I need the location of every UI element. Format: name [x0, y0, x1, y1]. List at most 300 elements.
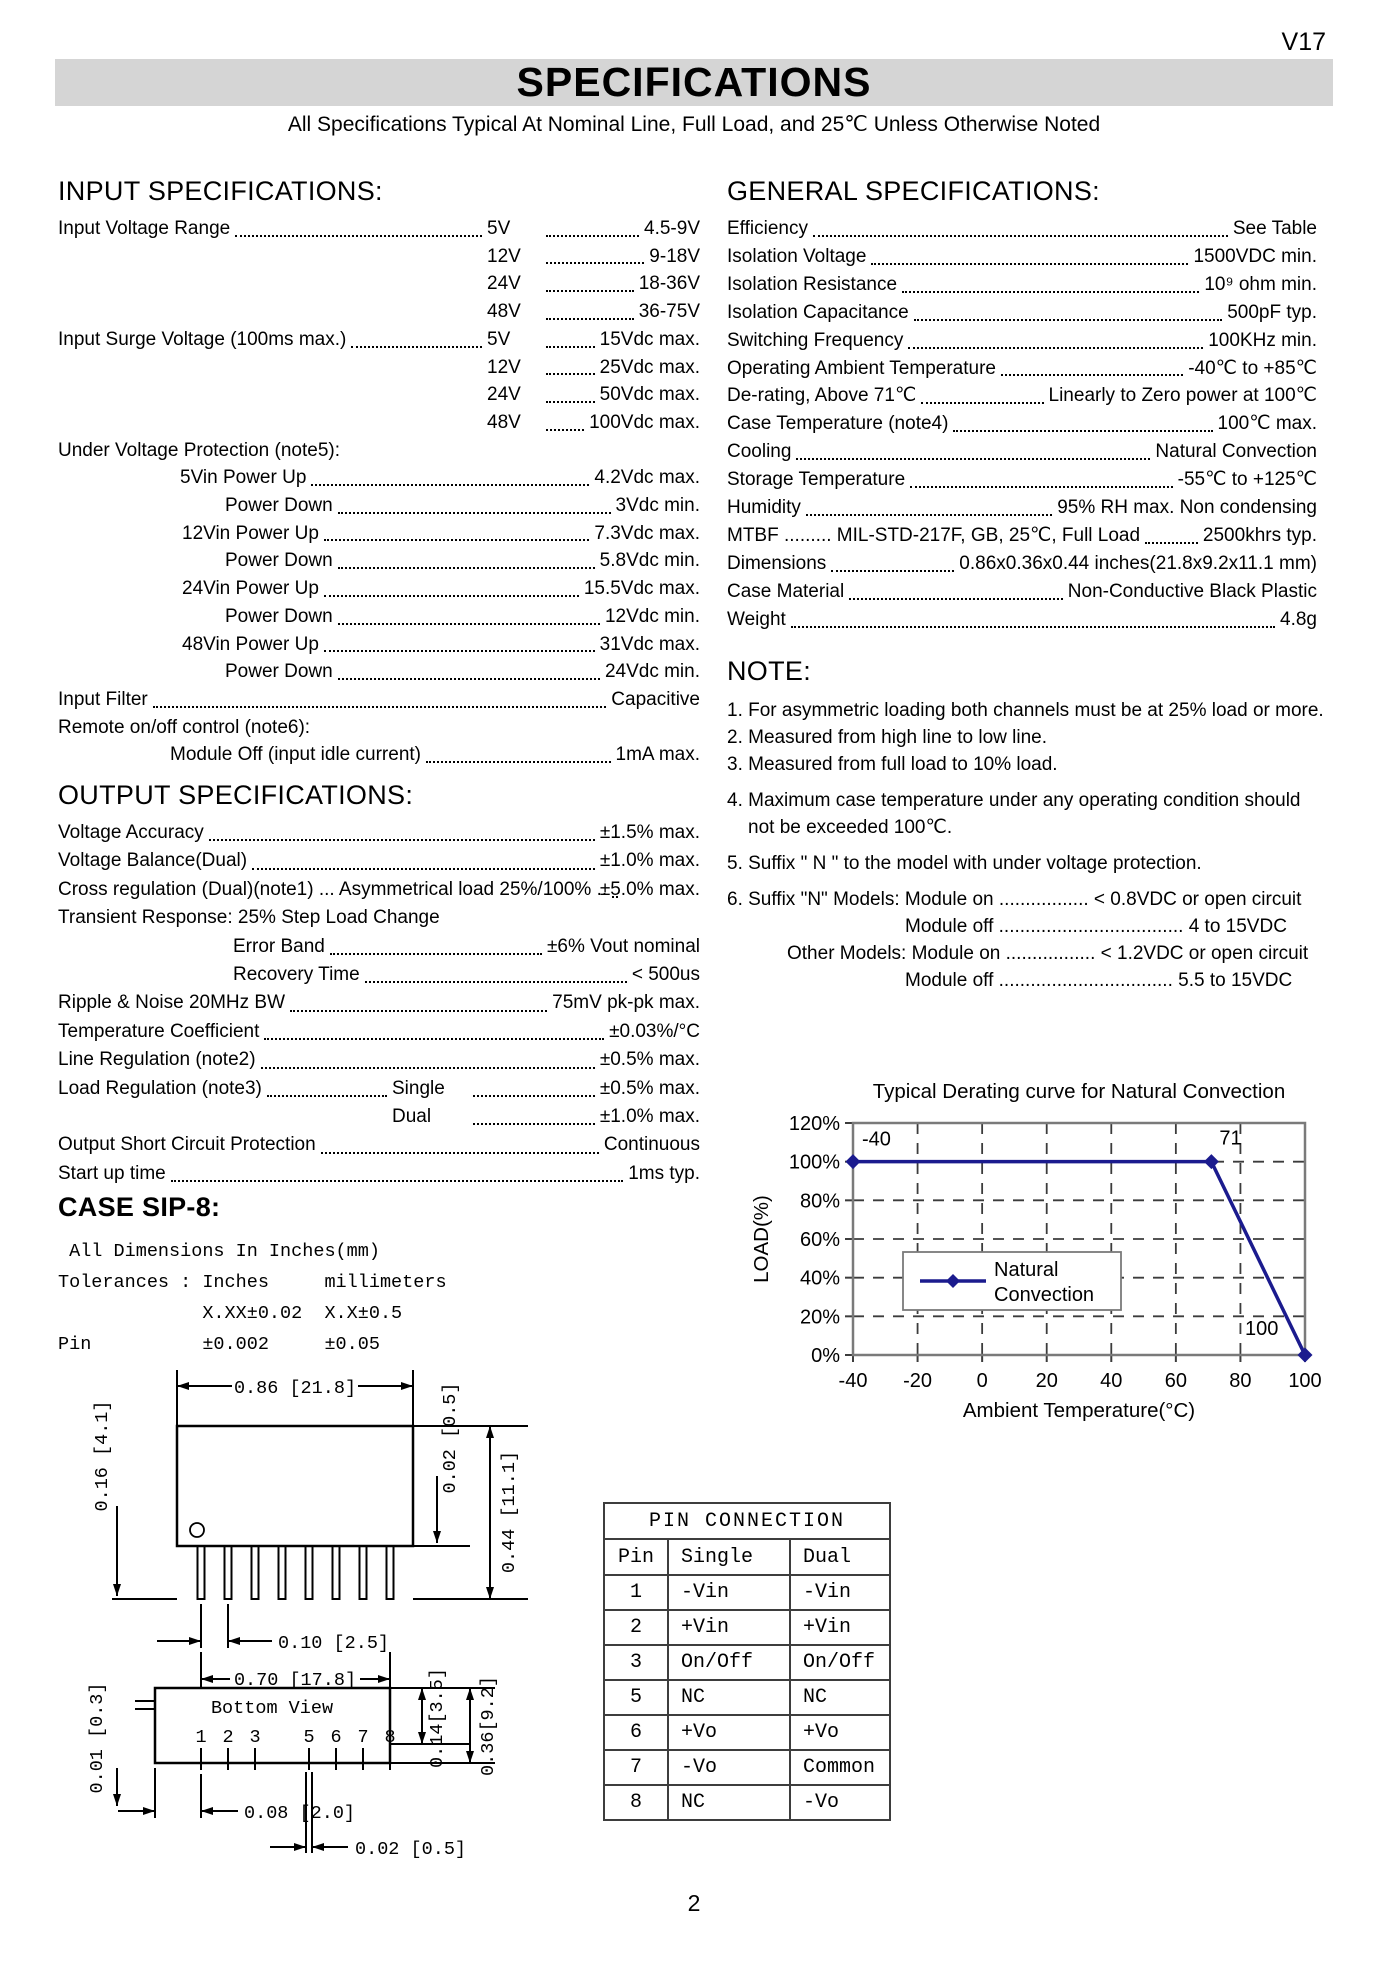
- spec-value: 25Vdc max.: [599, 356, 700, 378]
- y-tick-label: 0%: [811, 1345, 840, 1367]
- tolerance-block: [58, 1235, 658, 1359]
- spec-row: [58, 547, 700, 575]
- spec-value: < 500us: [631, 964, 700, 986]
- dot-leader: [261, 1067, 595, 1069]
- spec-label: Isolation Resistance: [727, 273, 898, 295]
- case-dimension-drawing: [50, 1356, 590, 1916]
- drawing-labels: [87, 1378, 520, 1860]
- notes-heading: NOTE:: [727, 656, 812, 686]
- spec-row: [58, 520, 700, 548]
- note-line: 5. Suffix " N " to the model with under voltage protection.: [727, 853, 1202, 874]
- dot-leader: [473, 1123, 595, 1125]
- data-point-marker: [1204, 1154, 1219, 1169]
- dim-body-height: 0.44 [11.1]: [499, 1450, 520, 1574]
- dot-leader: [365, 981, 627, 983]
- spec-value: 24Vdc min.: [604, 661, 700, 683]
- dot-leader: [324, 595, 579, 597]
- spec-row: [58, 437, 700, 465]
- dual-function-cell: +Vo: [790, 1715, 890, 1750]
- y-tick-label: 20%: [799, 1306, 840, 1329]
- pin-number-cell: 5: [604, 1680, 668, 1715]
- spec-label: Dimensions: [727, 552, 827, 574]
- spec-label: Voltage Accuracy: [58, 822, 204, 843]
- spec-label: Storage Temperature: [727, 469, 906, 491]
- spec-row: [58, 741, 700, 769]
- spec-label: Input Voltage Range: [58, 218, 231, 239]
- spec-row: [727, 410, 1317, 438]
- pin-table-col-dual: Dual: [790, 1539, 890, 1575]
- spec-value: ±5.0% max.: [599, 878, 700, 900]
- spec-value: 15Vdc max.: [599, 328, 700, 350]
- spec-value: ±0.5% max.: [599, 1077, 700, 1099]
- spec-value: 1500VDC min.: [1193, 245, 1317, 267]
- dual-function-cell: -Vo: [790, 1785, 890, 1820]
- spec-row: [727, 522, 1317, 550]
- note-line: 2. Measured from high line to low line.: [727, 727, 1047, 748]
- input-specs-rows: [58, 215, 700, 769]
- dim-pin-length: 0.16 [4.1]: [92, 1400, 113, 1512]
- spec-row: [58, 1018, 700, 1046]
- note-line: 1. For asymmetric loading both channels must be at 25% load or more.: [727, 700, 1324, 721]
- spec-value: -40℃ to +85℃: [1188, 357, 1317, 379]
- spec-row: [58, 631, 700, 659]
- dot-leader: [546, 262, 644, 264]
- spec-value: 10⁹ ohm min.: [1204, 273, 1317, 295]
- spec-row: [727, 606, 1317, 634]
- pin-connection: [603, 1502, 891, 1821]
- notes-list: [727, 697, 1347, 994]
- spec-row: [727, 550, 1317, 578]
- spec-sub-label: Single: [392, 1077, 445, 1099]
- notes-section: [727, 656, 1347, 994]
- spec-row: [58, 658, 700, 686]
- dot-leader: [813, 235, 1228, 237]
- chart-ylabel: LOAD(%): [750, 1195, 773, 1283]
- spec-value: 5.8Vdc min.: [599, 550, 700, 572]
- dot-leader: [267, 1095, 387, 1097]
- spec-label: Load Regulation (note3): [58, 1077, 262, 1099]
- spec-label: Isolation Capacitance: [727, 301, 909, 323]
- spec-row: [727, 438, 1317, 466]
- spec-label: 12Vin Power Up: [182, 522, 319, 544]
- doc-version: V17: [1281, 28, 1326, 56]
- spec-sub-label: 5V: [487, 218, 511, 239]
- spec-value: ±1.0% max.: [599, 1106, 700, 1128]
- spec-row: [58, 298, 700, 326]
- spec-label: Under Voltage Protection (note5):: [58, 439, 341, 461]
- pin-number-cell: 3: [604, 1645, 668, 1680]
- spec-value: 4.8g: [1280, 608, 1317, 630]
- dot-leader: [264, 1038, 604, 1040]
- spec-row: [727, 271, 1317, 299]
- spec-row: [58, 270, 700, 298]
- spec-sub-label: 24V: [487, 273, 521, 295]
- spec-value: 100℃ max.: [1217, 413, 1317, 435]
- spec-row: [58, 876, 700, 904]
- spec-label: Switching Frequency: [727, 329, 904, 351]
- spec-value: 2500khrs typ.: [1202, 524, 1317, 546]
- note-line: not be exceeded 100℃.: [748, 817, 953, 838]
- data-point-marker: [846, 1154, 861, 1169]
- dot-leader: [908, 347, 1203, 349]
- dot-leader: [546, 373, 595, 375]
- tolerance-line: Pin ±0.002 ±0.05: [58, 1334, 380, 1355]
- spec-row: [727, 299, 1317, 327]
- note-line: Other Models: Module on ................. < 1.2VDC or open circuit: [787, 943, 1309, 964]
- note-line: 3. Measured from full load to 10% load.: [727, 754, 1058, 775]
- page-number: 2: [687, 1890, 701, 1916]
- pin-table-title: PIN CONNECTION: [604, 1503, 890, 1539]
- pin-number: 2: [222, 1727, 234, 1748]
- spec-label: Output Short Circuit Protection: [58, 1134, 316, 1156]
- pin-table-row: [604, 1785, 890, 1820]
- single-function-cell: -Vin: [668, 1575, 790, 1610]
- spec-row: [58, 847, 700, 875]
- spec-value: -55℃ to +125℃: [1177, 469, 1317, 491]
- dot-leader: [546, 235, 639, 237]
- data-point-marker: [1298, 1348, 1313, 1363]
- bottom-view-label: Bottom View: [210, 1698, 334, 1719]
- y-tick-label: 60%: [799, 1229, 840, 1251]
- dot-leader: [849, 598, 1063, 600]
- spec-row: [58, 714, 700, 742]
- y-tick-label: 40%: [799, 1267, 840, 1290]
- pin-table-row: [604, 1645, 890, 1680]
- dot-leader: [546, 401, 595, 403]
- pin-number-cell: 6: [604, 1715, 668, 1750]
- dot-leader: [338, 623, 600, 625]
- spec-value: 7.3Vdc max.: [594, 522, 700, 544]
- spec-value: 4.5-9V: [644, 218, 700, 239]
- chart-title: Typical Derating curve for Natural Convection: [872, 1082, 1286, 1103]
- spec-row: [58, 686, 700, 714]
- pin-table-row: [604, 1575, 890, 1610]
- spec-row: [727, 466, 1317, 494]
- dot-leader: [209, 839, 595, 841]
- page-title-banner: [55, 59, 1333, 106]
- spec-label: Humidity: [727, 497, 801, 519]
- y-tick-label: 120%: [788, 1113, 840, 1135]
- dot-leader: [311, 484, 589, 486]
- spec-label: Transient Response: 25% Step Load Change: [58, 907, 440, 929]
- spec-label: Power Down: [225, 605, 333, 627]
- dim-pin-row: 0.14[3.5]: [427, 1668, 448, 1768]
- dot-leader: [171, 1180, 623, 1182]
- tolerance-line: Tolerances : Inches millimeters: [58, 1272, 447, 1293]
- spec-row: [58, 1160, 700, 1188]
- spec-label: Case Temperature (note4): [727, 413, 949, 435]
- spec-row: [58, 603, 700, 631]
- dual-function-cell: On/Off: [790, 1645, 890, 1680]
- spec-row: [58, 819, 700, 847]
- spec-value: 12Vdc min.: [604, 605, 700, 627]
- pin-number: 6: [330, 1727, 342, 1748]
- dim-standoff: 0.02 [0.5]: [440, 1382, 461, 1494]
- x-tick-label: 60: [1164, 1370, 1187, 1392]
- spec-label: Start up time: [58, 1162, 166, 1184]
- point-label: 71: [1219, 1127, 1242, 1150]
- dual-function-cell: -Vin: [790, 1575, 890, 1610]
- spec-sub-label: Dual: [392, 1106, 432, 1128]
- spec-value: Linearly to Zero power at 100℃: [1048, 385, 1317, 407]
- pin-table-row: [604, 1680, 890, 1715]
- dot-leader: [806, 514, 1052, 516]
- spec-value: Capacitive: [611, 688, 700, 710]
- spec-row: [58, 1103, 700, 1131]
- spec-row: [58, 1075, 700, 1103]
- pin-number-cell: 1: [604, 1575, 668, 1610]
- spec-row: [58, 1046, 700, 1074]
- dim-end-margin: 0.08 [2.0]: [244, 1803, 356, 1824]
- spec-label: Weight: [727, 608, 786, 630]
- dot-leader: [338, 678, 600, 680]
- pin-number-cell: 7: [604, 1750, 668, 1785]
- general-specs-heading: GENERAL SPECIFICATIONS:: [727, 176, 1100, 206]
- spec-row: [58, 1131, 700, 1159]
- spec-label: Input Surge Voltage (100ms max.): [58, 328, 347, 350]
- output-specs-rows: [58, 819, 700, 1188]
- spec-label: Isolation Voltage: [727, 245, 867, 267]
- spec-label: Operating Ambient Temperature: [727, 357, 996, 379]
- spec-value: 3Vdc min.: [615, 495, 700, 517]
- dim-body-width: 0.86 [21.8]: [233, 1378, 357, 1399]
- x-tick-label: 20: [1035, 1370, 1058, 1392]
- note-line: Module off ................................... 4 to 15VDC: [905, 916, 1287, 937]
- dual-function-cell: +Vin: [790, 1610, 890, 1645]
- single-function-cell: On/Off: [668, 1645, 790, 1680]
- input-specs-heading: INPUT SPECIFICATIONS:: [58, 176, 383, 206]
- spec-row: [727, 382, 1317, 410]
- spec-label: 48Vin Power Up: [182, 633, 319, 655]
- dot-leader: [252, 868, 595, 870]
- dot-leader: [153, 706, 607, 708]
- spec-sub-label: 48V: [487, 411, 521, 433]
- x-tick-label: -40: [838, 1370, 868, 1392]
- spec-label: Case Material: [727, 580, 845, 602]
- dot-leader: [921, 402, 1043, 404]
- spec-value: 50Vdc max.: [599, 384, 700, 406]
- spec-label: MTBF ......... MIL-STD-217F, GB, 25℃, Full Load: [727, 524, 1141, 546]
- dot-leader: [426, 761, 611, 763]
- dot-leader: [473, 1095, 595, 1097]
- x-tick-label: 100: [1288, 1370, 1322, 1392]
- spec-label: Module Off (input idle current): [170, 744, 421, 766]
- page-title: SPECIFICATIONS: [516, 59, 872, 105]
- spec-label: Recovery Time: [233, 964, 360, 986]
- spec-label: Power Down: [225, 550, 333, 572]
- tolerance-line: X.XX±0.02 X.X±0.5: [58, 1303, 403, 1324]
- dot-leader: [324, 650, 595, 652]
- spec-row: [727, 243, 1317, 271]
- spec-sub-label: 24V: [487, 384, 521, 406]
- dot-leader: [324, 539, 589, 541]
- pin-number: 8: [384, 1727, 396, 1748]
- general-specs-rows: [727, 215, 1317, 634]
- dot-leader: [321, 1152, 599, 1154]
- spec-value: 1ms typ.: [628, 1162, 700, 1184]
- output-specifications-section: [58, 780, 700, 1188]
- legend-label: Natural: [994, 1259, 1059, 1281]
- spec-value: 15.5Vdc max.: [583, 578, 700, 600]
- spec-value: ±1.5% max.: [599, 822, 700, 843]
- case-sip8-section: [58, 1192, 658, 1359]
- spec-value: See Table: [1232, 218, 1317, 239]
- spec-value: 18-36V: [638, 273, 700, 295]
- drawing-lines: [112, 1370, 528, 1853]
- dot-leader: [546, 290, 634, 292]
- spec-value: ±0.03%/°C: [609, 1020, 700, 1042]
- dim-body-depth: 0.36[9.2]: [478, 1676, 499, 1776]
- dim-pin-pitch: 0.10 [2.5]: [278, 1633, 390, 1654]
- pin-number: 1: [195, 1727, 207, 1748]
- single-function-cell: +Vo: [668, 1715, 790, 1750]
- spec-label: Remote on/off control (note6):: [58, 716, 311, 738]
- pin-number: 5: [303, 1727, 315, 1748]
- spec-value: 500pF typ.: [1227, 301, 1317, 323]
- spec-row: [58, 354, 700, 382]
- spec-value: ±1.0% max.: [599, 850, 700, 872]
- spec-row: [727, 578, 1317, 606]
- spec-value: 31Vdc max.: [599, 633, 700, 655]
- spec-value: Natural Convection: [1155, 441, 1317, 463]
- case-heading: CASE SIP-8:: [58, 1192, 221, 1222]
- spec-label: Power Down: [225, 495, 333, 517]
- spec-row: [58, 243, 700, 271]
- spec-label: 5Vin Power Up: [180, 467, 307, 489]
- spec-row: [727, 494, 1317, 522]
- dot-leader: [1145, 542, 1198, 544]
- output-specs-heading: OUTPUT SPECIFICATIONS:: [58, 780, 414, 810]
- spec-value: 4.2Vdc max.: [594, 467, 700, 489]
- spec-value: ±6% Vout nominal: [546, 935, 700, 957]
- chart-xlabel: Ambient Temperature(°C): [962, 1399, 1196, 1422]
- spec-row: [58, 215, 700, 243]
- spec-value: Continuous: [603, 1134, 700, 1156]
- dim-pin-span: 0.70 [17.8]: [233, 1670, 357, 1691]
- y-tick-label: 80%: [799, 1190, 840, 1213]
- dot-leader: [1001, 374, 1183, 376]
- spec-sub-label: 48V: [487, 301, 521, 323]
- tolerance-line: All Dimensions In Inches(mm): [58, 1241, 380, 1262]
- spec-value: 36-75V: [638, 301, 700, 323]
- dot-leader: [330, 953, 542, 955]
- spec-label: Efficiency: [727, 218, 808, 239]
- pin-table-col-single: Single: [668, 1539, 790, 1575]
- note-line: 6. Suffix "N" Models: Module on ................. < 0.8VDC or open circuit: [727, 889, 1302, 910]
- spec-value: 95% RH max. Non condensing: [1057, 497, 1317, 519]
- spec-label: Cooling: [727, 441, 792, 463]
- spec-row: [58, 961, 700, 989]
- single-function-cell: -Vo: [668, 1750, 790, 1785]
- spec-row: [58, 492, 700, 520]
- spec-label: Voltage Balance(Dual): [58, 850, 248, 872]
- dot-leader: [871, 263, 1188, 265]
- dot-leader: [290, 1010, 547, 1012]
- y-tick-label: 100%: [788, 1151, 840, 1174]
- spec-row: [58, 464, 700, 492]
- dot-leader: [338, 512, 611, 514]
- spec-label: De-rating, Above 71℃: [727, 385, 917, 407]
- single-function-cell: +Vin: [668, 1610, 790, 1645]
- spec-value: 0.86x0.36x0.44 inches(21.8x9.2x11.1 mm): [959, 552, 1317, 574]
- dot-leader: [338, 567, 595, 569]
- pin-connection-table: [603, 1502, 891, 1821]
- dot-leader: [546, 429, 584, 431]
- input-specifications-section: [58, 176, 700, 769]
- dot-leader: [235, 235, 482, 237]
- spec-label: Temperature Coefficient: [58, 1020, 260, 1042]
- point-label: -40: [862, 1128, 891, 1151]
- dot-leader: [831, 570, 954, 572]
- x-tick-label: 40: [1100, 1370, 1123, 1392]
- dot-leader: [914, 319, 1223, 321]
- single-function-cell: NC: [668, 1785, 790, 1820]
- spec-row: [58, 904, 700, 932]
- pin-number: 3: [249, 1727, 261, 1748]
- dot-leader: [546, 346, 595, 348]
- spec-label: Line Regulation (note2): [58, 1049, 256, 1071]
- spec-label: Error Band: [233, 935, 325, 957]
- spec-label: Power Down: [225, 661, 333, 683]
- spec-row: [727, 327, 1317, 355]
- dot-leader: [910, 486, 1173, 488]
- spec-value: 100KHz min.: [1208, 329, 1317, 351]
- dot-leader: [791, 626, 1275, 628]
- x-tick-label: 0: [976, 1370, 988, 1392]
- spec-row: [58, 575, 700, 603]
- pin-table-row: [604, 1750, 890, 1785]
- dot-leader: [796, 458, 1150, 460]
- spec-value: ±0.5% max.: [599, 1049, 700, 1071]
- note-line: Module off ................................. 5.5 to 15VDC: [905, 970, 1293, 991]
- note-line: 4. Maximum case temperature under any operating condition should: [727, 790, 1301, 811]
- spec-label: Input Filter: [58, 688, 148, 710]
- dot-leader: [953, 430, 1212, 432]
- spec-value: Non-Conductive Black Plastic: [1067, 580, 1317, 602]
- dual-function-cell: Common: [790, 1750, 890, 1785]
- spec-row: [58, 409, 700, 437]
- legend-label: Convection: [994, 1284, 1095, 1306]
- dual-function-cell: NC: [790, 1680, 890, 1715]
- dot-leader: [546, 318, 634, 320]
- dim-pin-width: 0.01 [0.3]: [87, 1682, 108, 1794]
- spec-sub-label: 12V: [487, 356, 521, 378]
- pin-table-row: [604, 1610, 890, 1645]
- spec-sub-label: 12V: [487, 245, 521, 267]
- spec-row: [58, 381, 700, 409]
- single-function-cell: NC: [668, 1680, 790, 1715]
- derating-chart-svg: [740, 1082, 1388, 1432]
- x-tick-label: -20: [903, 1370, 933, 1392]
- spec-sub-label: 5V: [487, 328, 511, 350]
- derating-chart: [740, 1082, 1388, 1437]
- spec-label: Ripple & Noise 20MHz BW: [58, 992, 286, 1014]
- page-subtitle: All Specifications Typical At Nominal Line, Full Load, and 25℃ Unless Otherwise Noted: [287, 113, 1101, 136]
- x-tick-label: 80: [1229, 1370, 1252, 1392]
- spec-label: 24Vin Power Up: [182, 578, 319, 600]
- pin-table-row: [604, 1715, 890, 1750]
- pin-number-cell: 2: [604, 1610, 668, 1645]
- spec-row: [727, 355, 1317, 383]
- pin-number-cell: 8: [604, 1785, 668, 1820]
- spec-value: 100Vdc max.: [589, 411, 700, 433]
- spec-row: [58, 326, 700, 354]
- dim-pin-thickness: 0.02 [0.5]: [355, 1839, 467, 1860]
- pin-table-col-pin: Pin: [604, 1539, 668, 1575]
- point-label: 100: [1245, 1318, 1279, 1340]
- pin-table-body: [604, 1575, 890, 1820]
- dot-leader: [902, 291, 1199, 293]
